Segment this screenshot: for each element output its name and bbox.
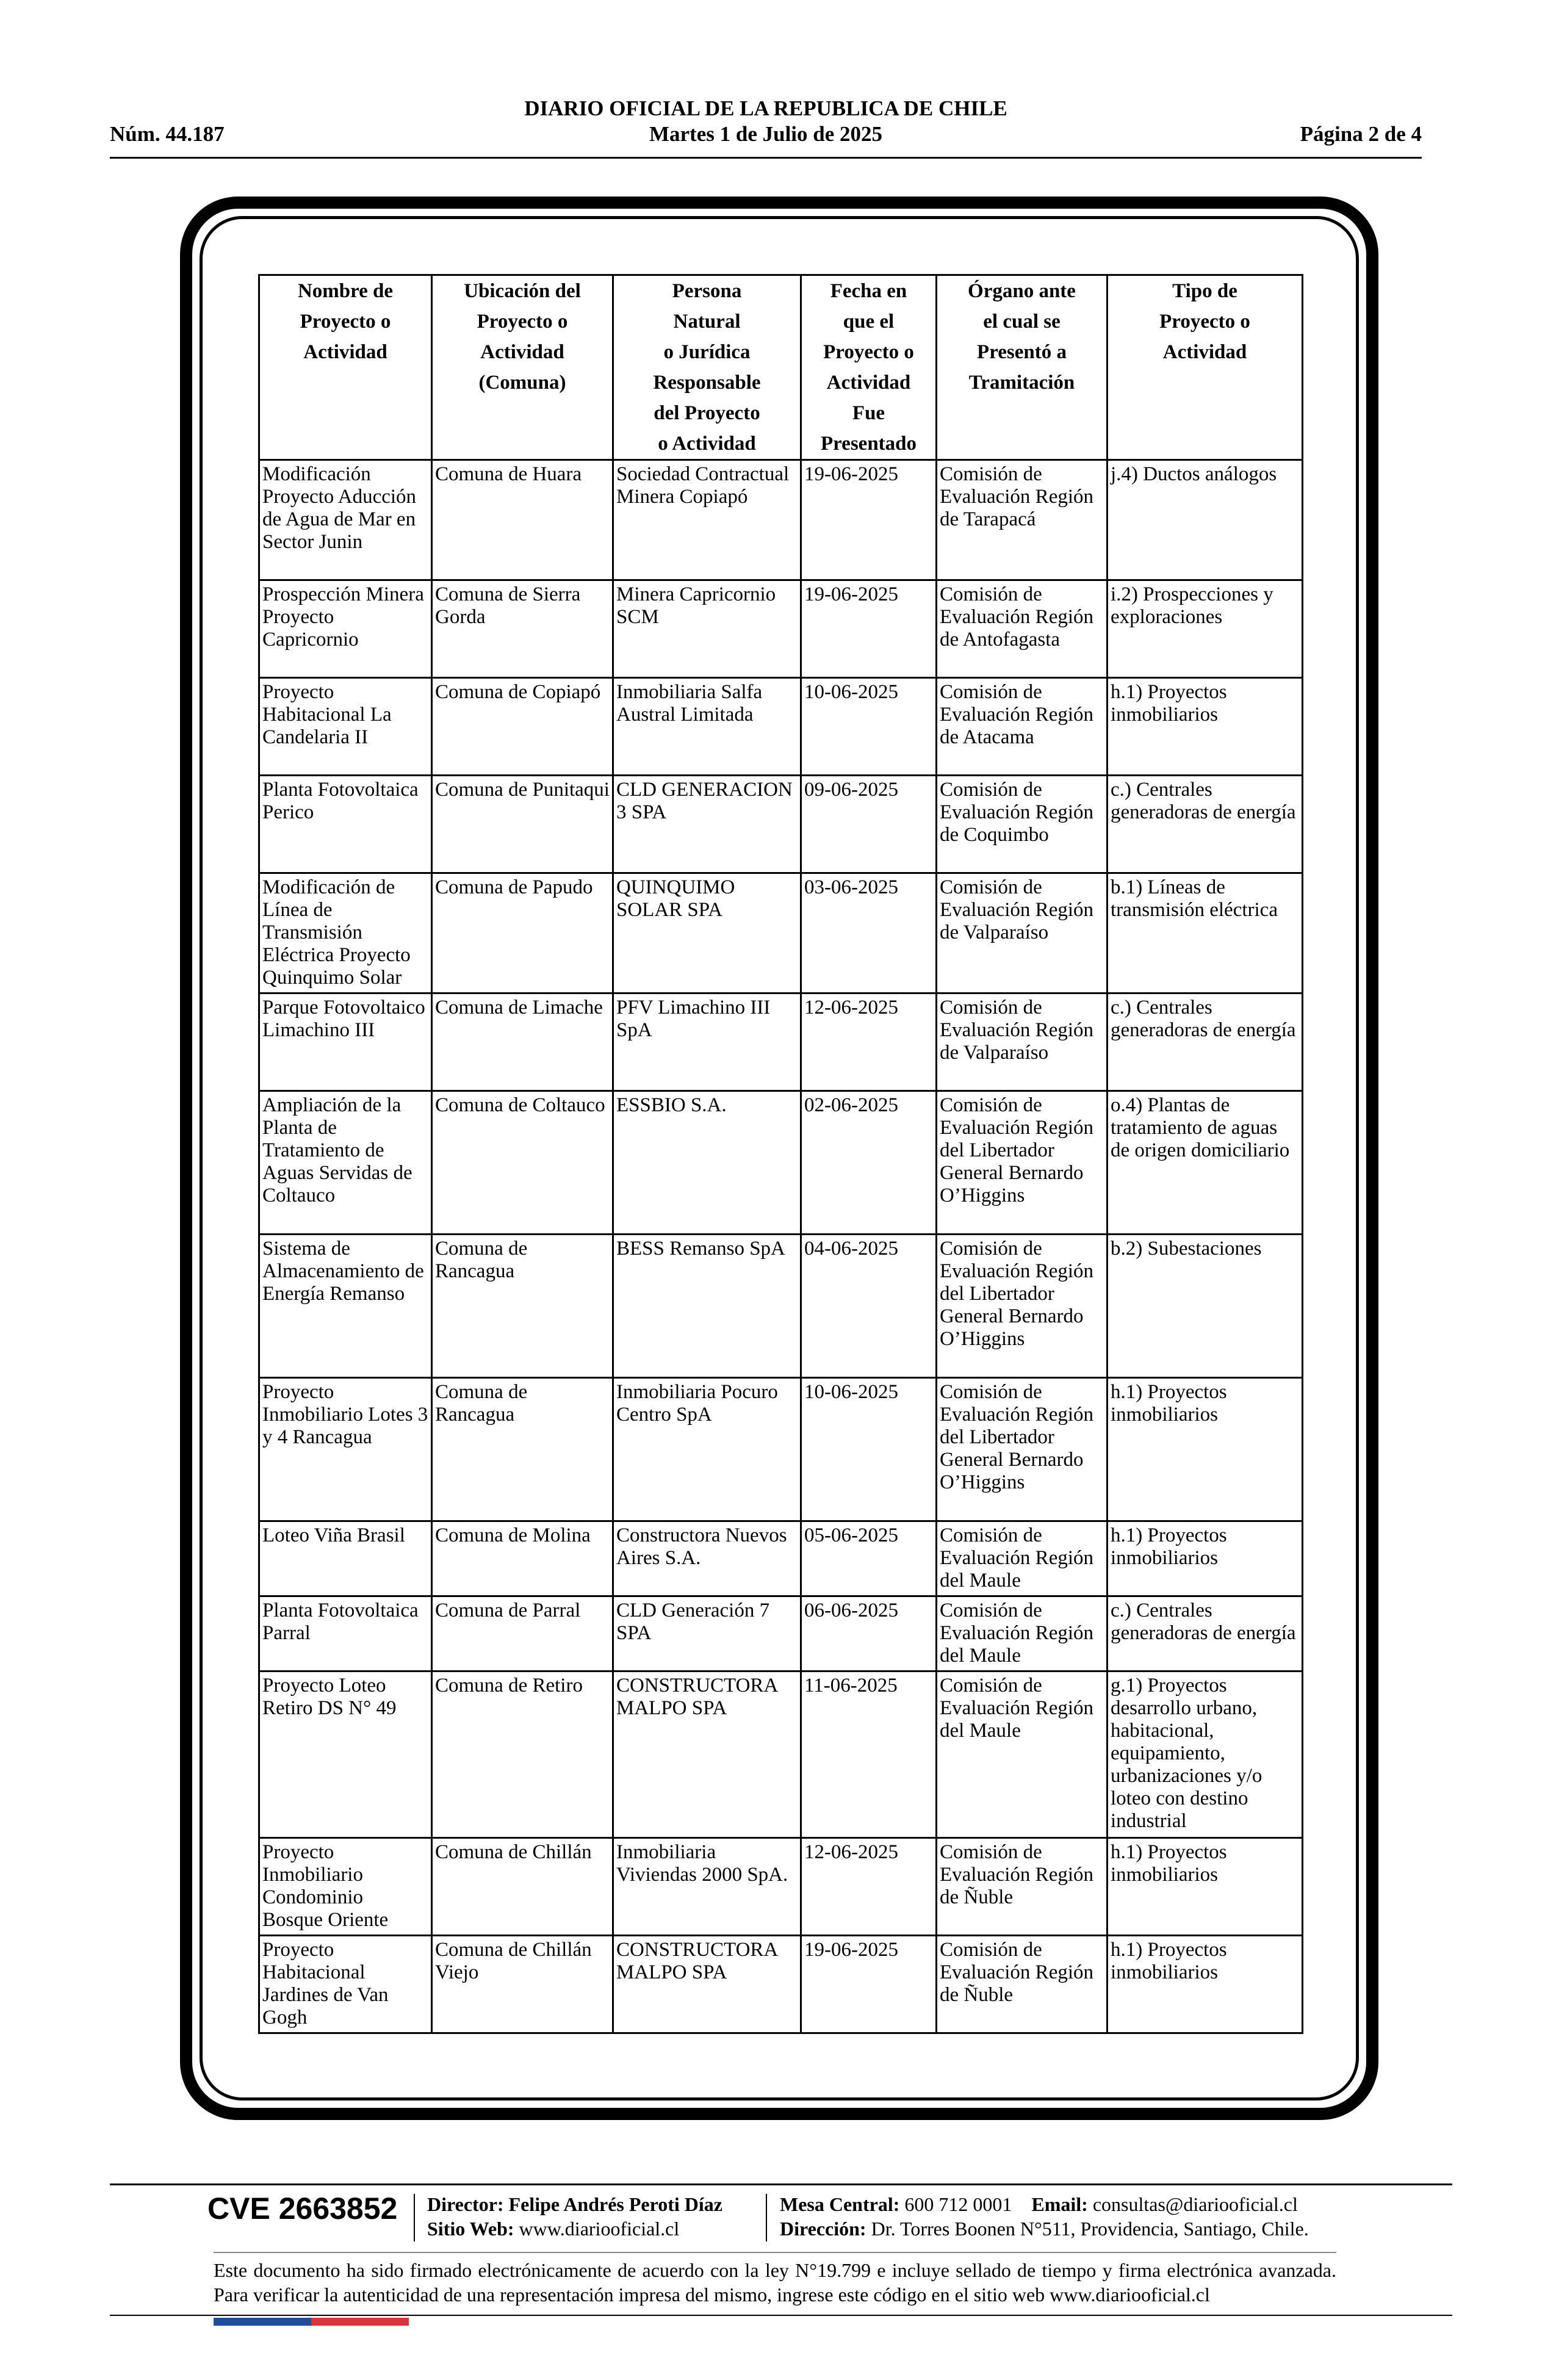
table-cell: Modificación de Línea de Transmisión Eléctrica Proyecto Quinquimo Solar [259, 873, 432, 993]
legal-notice: Este documento ha sido firmado electrónicamente de acuerdo con la ley N°19.799 e incluye sellado de tiempo y firma electrónica avanzada. Para verificar la autenticidad de una representación impresa del mismo, ingrese este código en el sitio web www.diariooficial.cl [214, 2259, 1336, 2306]
table-cell: b.2) Subestaciones [1108, 1235, 1303, 1378]
table-cell: Proyecto Habitacional Jardines de Van Gogh [259, 1936, 432, 2033]
table-cell: Ampliación de la Planta de Tratamiento de Aguas Servidas de Coltauco [259, 1091, 432, 1235]
table-cell: Planta Fotovoltaica Parral [259, 1596, 432, 1671]
table-cell: Prospección Minera Proyecto Capricornio [259, 580, 432, 678]
table-cell: 06-06-2025 [801, 1596, 937, 1671]
table-cell: h.1) Proyectos inmobiliarios [1108, 678, 1303, 776]
table-header-row [259, 275, 1303, 460]
column-header-line: Tramitación [968, 372, 1075, 394]
flag-stripe-blue [214, 2318, 311, 2326]
director-name: Felipe Andrés Peroti Díaz [508, 2193, 722, 2215]
column-header-line: Presentó a [977, 341, 1067, 363]
column-header-line: Actividad [1162, 341, 1247, 363]
column-header-line: Fecha en [830, 280, 907, 302]
column-header-line: Órgano ante [968, 280, 1076, 302]
table-cell: g.1) Proyectos desarrollo urbano, habitacional, equipamiento, urbanizaciones y/o loteo con destino industrial [1108, 1671, 1303, 1838]
mesa-label: Mesa Central: [780, 2193, 900, 2215]
table-cell: 02-06-2025 [801, 1091, 937, 1235]
table-row [259, 873, 1303, 993]
address-label: Dirección: [780, 2218, 866, 2240]
table-cell: Loteo Viña Brasil [259, 1521, 432, 1596]
table-cell: Comuna de Retiro [432, 1671, 613, 1838]
table-body [259, 460, 1303, 2033]
table-cell: Planta Fotovoltaica Perico [259, 776, 432, 873]
page-indicator: Página 2 de 4 [1300, 122, 1422, 146]
table-cell: PFV Limachino III SpA [613, 993, 801, 1091]
table-cell: Comuna de Sierra Gorda [432, 580, 613, 678]
column-header-line: Proyecto o [1159, 311, 1250, 333]
projects-table-container [258, 274, 1302, 2034]
column-header-line: del Proyecto [654, 402, 760, 424]
column-header [613, 275, 801, 460]
flag-stripe-red [311, 2318, 409, 2326]
table-row [259, 678, 1303, 776]
table-cell: Comisión de Evaluación Región del Maule [937, 1596, 1108, 1671]
table-row [259, 1378, 1303, 1521]
table-cell: Constructora Nuevos Aires S.A. [613, 1521, 801, 1596]
table-cell: 12-06-2025 [801, 993, 937, 1091]
table-cell: Comisión de Evaluación Región de Atacama [937, 678, 1108, 776]
table-row [259, 1671, 1303, 1838]
column-header-line: Responsable [653, 372, 761, 394]
table-cell: j.4) Ductos análogos [1108, 460, 1303, 580]
column-header [432, 275, 613, 460]
table-cell: Comuna de Copiapó [432, 678, 613, 776]
table-cell: QUINQUIMO SOLAR SPA [613, 873, 801, 993]
table-cell: 03-06-2025 [801, 873, 937, 993]
column-header-line: Presentado [820, 433, 917, 455]
table-cell: 19-06-2025 [801, 580, 937, 678]
table-cell: Proyecto Inmobiliario Lotes 3 y 4 Rancagua [259, 1378, 432, 1521]
column-header-line: Persona [672, 280, 742, 302]
table-cell: h.1) Proyectos inmobiliarios [1108, 1936, 1303, 2033]
table-cell: 10-06-2025 [801, 678, 937, 776]
table-row [259, 1521, 1303, 1596]
column-header [937, 275, 1108, 460]
address-text: Dr. Torres Boonen N°511, Providencia, Santiago, Chile. [871, 2218, 1309, 2240]
table-cell: Sistema de Almacenamiento de Energía Remanso [259, 1235, 432, 1378]
table-cell: Comuna de Huara [432, 460, 613, 580]
table-cell: Comisión de Evaluación Región del Libertador General Bernardo O’Higgins [937, 1378, 1108, 1521]
table-cell: CLD Generación 7 SPA [613, 1596, 801, 1671]
director-label: Director: [427, 2193, 504, 2215]
column-header-line: o Jurídica [663, 341, 751, 363]
table-row [259, 993, 1303, 1091]
footer-thin-divider [214, 2252, 1336, 2253]
table-cell: 05-06-2025 [801, 1521, 937, 1596]
table-cell: Comisión de Evaluación Región de Coquimbo [937, 776, 1108, 873]
column-header-line: Ubicación del [464, 280, 581, 302]
table-cell: Parque Fotovoltaico Limachino III [259, 993, 432, 1091]
page-header [110, 92, 1422, 159]
column-header [259, 275, 432, 460]
table-cell: Sociedad Contractual Minera Copiapó [613, 460, 801, 580]
contact-block [780, 2192, 1309, 2241]
table-cell: 12-06-2025 [801, 1838, 937, 1936]
footer-separator [414, 2194, 415, 2241]
table-cell: Comuna de Punitaqui [432, 776, 613, 873]
cve-code: CVE 2663852 [207, 2191, 398, 2226]
director-block [427, 2192, 722, 2241]
newspaper-title: DIARIO OFICIAL DE LA REPUBLICA DE CHILE [524, 96, 1007, 120]
table-cell: 09-06-2025 [801, 776, 937, 873]
table-cell: Comuna de Chillán [432, 1838, 613, 1936]
table-cell: Comisión de Evaluación Región de Ñuble [937, 1936, 1108, 2033]
table-row [259, 460, 1303, 580]
table-cell: Comuna de Rancagua [432, 1378, 613, 1521]
header-divider [110, 157, 1422, 159]
table-cell: Proyecto Inmobiliario Condominio Bosque Oriente [259, 1838, 432, 1936]
column-header-line: Actividad [826, 372, 911, 394]
table-cell: Comuna de Rancagua [432, 1235, 613, 1378]
table-cell: Inmobiliaria Salfa Austral Limitada [613, 678, 801, 776]
projects-table [258, 274, 1303, 2034]
mesa-phone: 600 712 0001 [904, 2193, 1012, 2215]
issue-date: Martes 1 de Julio de 2025 [649, 122, 883, 146]
table-cell: Modificación Proyecto Aducción de Agua de Mar en Sector Junin [259, 460, 432, 580]
table-cell: CONSTRUCTORA MALPO SPA [613, 1671, 801, 1838]
column-header-line: Proyecto o [300, 311, 391, 333]
table-cell: Comuna de Parral [432, 1596, 613, 1671]
table-row [259, 1596, 1303, 1671]
table-cell: h.1) Proyectos inmobiliarios [1108, 1521, 1303, 1596]
table-cell: Comisión de Evaluación Región de Valparaíso [937, 873, 1108, 993]
column-header-line: o Actividad [658, 433, 756, 455]
table-cell: Comisión de Evaluación Región de Ñuble [937, 1838, 1108, 1936]
table-cell: 11-06-2025 [801, 1671, 937, 1838]
column-header-line: Proyecto o [477, 311, 568, 333]
email-link[interactable]: consultas@diariooficial.cl [1092, 2193, 1298, 2215]
table-cell: BESS Remanso SpA [613, 1235, 801, 1378]
table-cell: Comisión de Evaluación Región del Libertador General Bernardo O’Higgins [937, 1235, 1108, 1378]
column-header [1108, 275, 1303, 460]
column-header-line: Nombre de [297, 280, 394, 302]
table-cell: Comisión de Evaluación Región de Tarapacá [937, 460, 1108, 580]
column-header-line: (Comuna) [478, 372, 566, 394]
table-cell: Comisión de Evaluación Región de Antofagasta [937, 580, 1108, 678]
table-cell: Comisión de Evaluación Región del Libertador General Bernardo O’Higgins [937, 1091, 1108, 1235]
table-cell: c.) Centrales generadoras de energía [1108, 993, 1303, 1091]
footer-bottom-divider [110, 2315, 1452, 2316]
table-cell: CLD GENERACION 3 SPA [613, 776, 801, 873]
column-header-line: Actividad [303, 341, 387, 363]
table-cell: Comuna de Chillán Viejo [432, 1936, 613, 2033]
table-row [259, 1936, 1303, 2033]
table-cell: c.) Centrales generadoras de energía [1108, 776, 1303, 873]
column-header-line: que el [843, 311, 895, 333]
table-cell: h.1) Proyectos inmobiliarios [1108, 1378, 1303, 1521]
table-cell: Proyecto Habitacional La Candelaria II [259, 678, 432, 776]
table-cell: 19-06-2025 [801, 1936, 937, 2033]
table-cell: Minera Capricornio SCM [613, 580, 801, 678]
table-cell: Comisión de Evaluación Región del Maule [937, 1521, 1108, 1596]
column-header-line: el cual se [983, 311, 1061, 333]
table-row [259, 1235, 1303, 1378]
column-header-line: Natural [673, 311, 741, 333]
table-cell: Inmobiliaria Pocuro Centro SpA [613, 1378, 801, 1521]
table-cell: o.4) Plantas de tratamiento de aguas de origen domiciliario [1108, 1091, 1303, 1235]
table-cell: Inmobiliaria Viviendas 2000 SpA. [613, 1838, 801, 1936]
column-header [801, 275, 937, 460]
table-cell: Comuna de Coltauco [432, 1091, 613, 1235]
table-cell: ESSBIO S.A. [613, 1091, 801, 1235]
footer-separator [766, 2194, 767, 2241]
table-cell: CONSTRUCTORA MALPO SPA [613, 1936, 801, 2033]
table-cell: 19-06-2025 [801, 460, 937, 580]
table-cell: b.1) Líneas de transmisión eléctrica [1108, 873, 1303, 993]
web-link[interactable]: www.diariooficial.cl [519, 2218, 680, 2240]
table-cell: Comisión de Evaluación Región del Maule [937, 1671, 1108, 1838]
table-row [259, 580, 1303, 678]
email-label: Email: [1031, 2193, 1088, 2215]
table-cell: Comuna de Papudo [432, 873, 613, 993]
table-row [259, 776, 1303, 873]
column-header-line: Actividad [480, 341, 564, 363]
table-cell: Proyecto Loteo Retiro DS N° 49 [259, 1671, 432, 1838]
column-header-line: Fue [852, 402, 885, 424]
table-row [259, 1838, 1303, 1936]
table-row [259, 1091, 1303, 1235]
column-header-line: Tipo de [1172, 280, 1237, 302]
issue-number: Núm. 44.187 [110, 122, 225, 146]
table-cell: h.1) Proyectos inmobiliarios [1108, 1838, 1303, 1936]
table-cell: i.2) Prospecciones y exploraciones [1108, 580, 1303, 678]
table-cell: Comuna de Limache [432, 993, 613, 1091]
footer-divider [110, 2183, 1452, 2185]
table-cell: Comisión de Evaluación Región de Valparaíso [937, 993, 1108, 1091]
web-label: Sitio Web: [427, 2218, 514, 2240]
table-cell: c.) Centrales generadoras de energía [1108, 1596, 1303, 1671]
table-cell: 10-06-2025 [801, 1378, 937, 1521]
column-header-line: Proyecto o [823, 341, 914, 363]
table-cell: 04-06-2025 [801, 1235, 937, 1378]
table-cell: Comuna de Molina [432, 1521, 613, 1596]
